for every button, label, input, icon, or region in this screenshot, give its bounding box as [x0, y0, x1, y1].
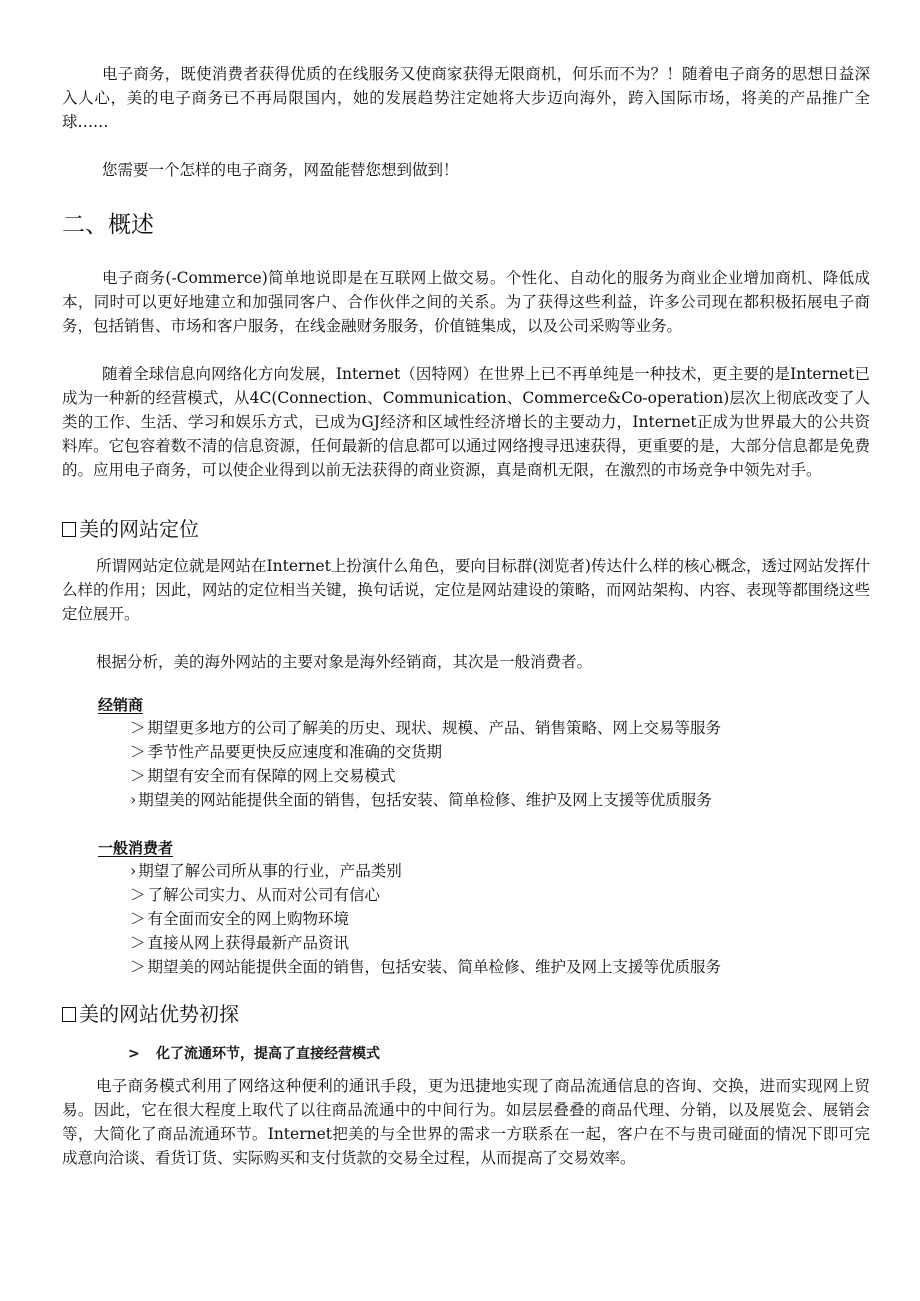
list-item: › 期望美的网站能提供全面的销售，包括安装、简单检修、维护及网上支援等优质服务	[130, 788, 870, 812]
heading-site-positioning-text: 美的网站定位	[79, 517, 199, 541]
heading-site-advantages-text: 美的网站优势初探	[79, 1002, 239, 1026]
checkbox-icon	[62, 522, 76, 537]
arrow-marker-icon: ›	[130, 862, 137, 880]
overview-paragraph-2: 随着全球信息向网络化方向发展，Internet（因特网）在世界上已不再单纯是一种技术，更主要的是Internet已成为一种新的经营模式，从4C(Connection、Communication、Commerce&Co-operation)层次上彻底改变了人类的工作、生活、学习和娱乐方式，已成为GJ经济和区域性经济增长的主要动力，Internet正成为世界最大的公共资料库。它包容着数不清的信息资源，任何最新的信息都可以通过网络搜寻迅速获得，更重要的是，大部分信息都是免费的。应用电子商务，可以使企业得到以前无法获得的商业资源，真是商机无限，在激烈的市场竞争中领先对手。	[62, 365, 870, 479]
checkbox-icon	[62, 1007, 76, 1022]
intro-paragraph-2: 您需要一个怎样的电子商务，网盈能替您想到做到！	[102, 161, 459, 179]
advantage-point-1	[128, 1043, 380, 1065]
list-item: ＞ 期望更多地方的公司了解美的历史、现状、规模、产品、销售策略、网上交易等服务	[130, 716, 870, 740]
arrow-marker-icon: ＞	[130, 767, 146, 785]
arrow-marker-icon: ＞	[130, 886, 146, 904]
advantage-point-1-text: 化了流通环节，提高了直接经营模式	[156, 1046, 380, 1062]
list-item: ＞ 期望有安全而有保障的网上交易模式	[130, 764, 870, 788]
overview-paragraph-1: 电子商务(-Commerce)简单地说即是在互联网上做交易。个性化、自动化的服务为商业企业增加商机、降低成本，同时可以更好地建立和加强同客户、合作伙伴之间的关系。为了获得这些利益，许多公司现在都积极拓展电子商务，包括销售、市场和客户服务，在线金融财务服务，价值链集成，以及公司采购等业务。	[62, 269, 870, 335]
arrow-marker-icon: ＞	[130, 743, 146, 761]
dealers-list	[130, 716, 870, 812]
arrow-marker-icon: ＞	[130, 910, 146, 928]
advantages-paragraph-1: 电子商务模式利用了网络这种便利的通讯手段，更为迅捷地实现了商品流通信息的咨询、交换，进而实现网上贸易。因此，它在很大程度上取代了以往商品流通中的中间行为。如层层叠叠的商品代理、分销，以及展览会、展销会等，大简化了商品流通环节。Internet把美的与全世界的需求一方联系在一起，客户在不与贵司碰面的情况下即可完成意向洽谈、看货订货、实际购买和支付货款的交易全过程，从而提高了交易效率。	[62, 1077, 870, 1167]
list-item: ＞ 了解公司实力、从而对公司有信心	[130, 883, 870, 907]
list-item: ＞ 期望美的网站能提供全面的销售，包括安装、简单检修、维护及网上支援等优质服务	[130, 955, 870, 979]
arrow-marker-icon: ＞	[130, 719, 146, 737]
positioning-paragraph-2: 根据分析，美的海外网站的主要对象是海外经销商，其次是一般消费者。	[96, 653, 593, 671]
arrow-marker-icon: ＞	[130, 958, 146, 976]
consumers-list	[130, 859, 870, 979]
heading-site-positioning	[62, 515, 199, 543]
arrow-marker-icon: >	[128, 1046, 140, 1062]
dealers-title: 经销商	[98, 696, 144, 714]
list-item: › 期望了解公司所从事的行业，产品类别	[130, 859, 870, 883]
consumers-title: 一般消费者	[98, 839, 174, 857]
intro-paragraph-1: 电子商务，既使消费者获得优质的在线服务又使商家获得无限商机，何乐而不为？！随着电子商务的思想日益深入人心，美的电子商务已不再局限国内，她的发展趋势注定她将大步迈向海外，跨入国际市场，将美的产品推广全球……	[62, 65, 870, 131]
section-heading-overview: 二、概述	[62, 212, 154, 238]
heading-site-advantages	[62, 1000, 239, 1028]
arrow-marker-icon: ›	[130, 791, 137, 809]
list-item: ＞ 直接从网上获得最新产品资讯	[130, 931, 870, 955]
arrow-marker-icon: ＞	[130, 934, 146, 952]
positioning-paragraph-1: 所谓网站定位就是网站在Internet上扮演什么角色，要向目标群(浏览者)传达什么样的核心概念，透过网站发挥什么样的作用；因此，网站的定位相当关键，换句话说，定位是网站建设的策略，而网站架构、内容、表现等都围绕这些定位展开。	[62, 557, 870, 623]
list-item: ＞ 有全面而安全的网上购物环境	[130, 907, 870, 931]
list-item: ＞ 季节性产品要更快反应速度和准确的交货期	[130, 740, 870, 764]
